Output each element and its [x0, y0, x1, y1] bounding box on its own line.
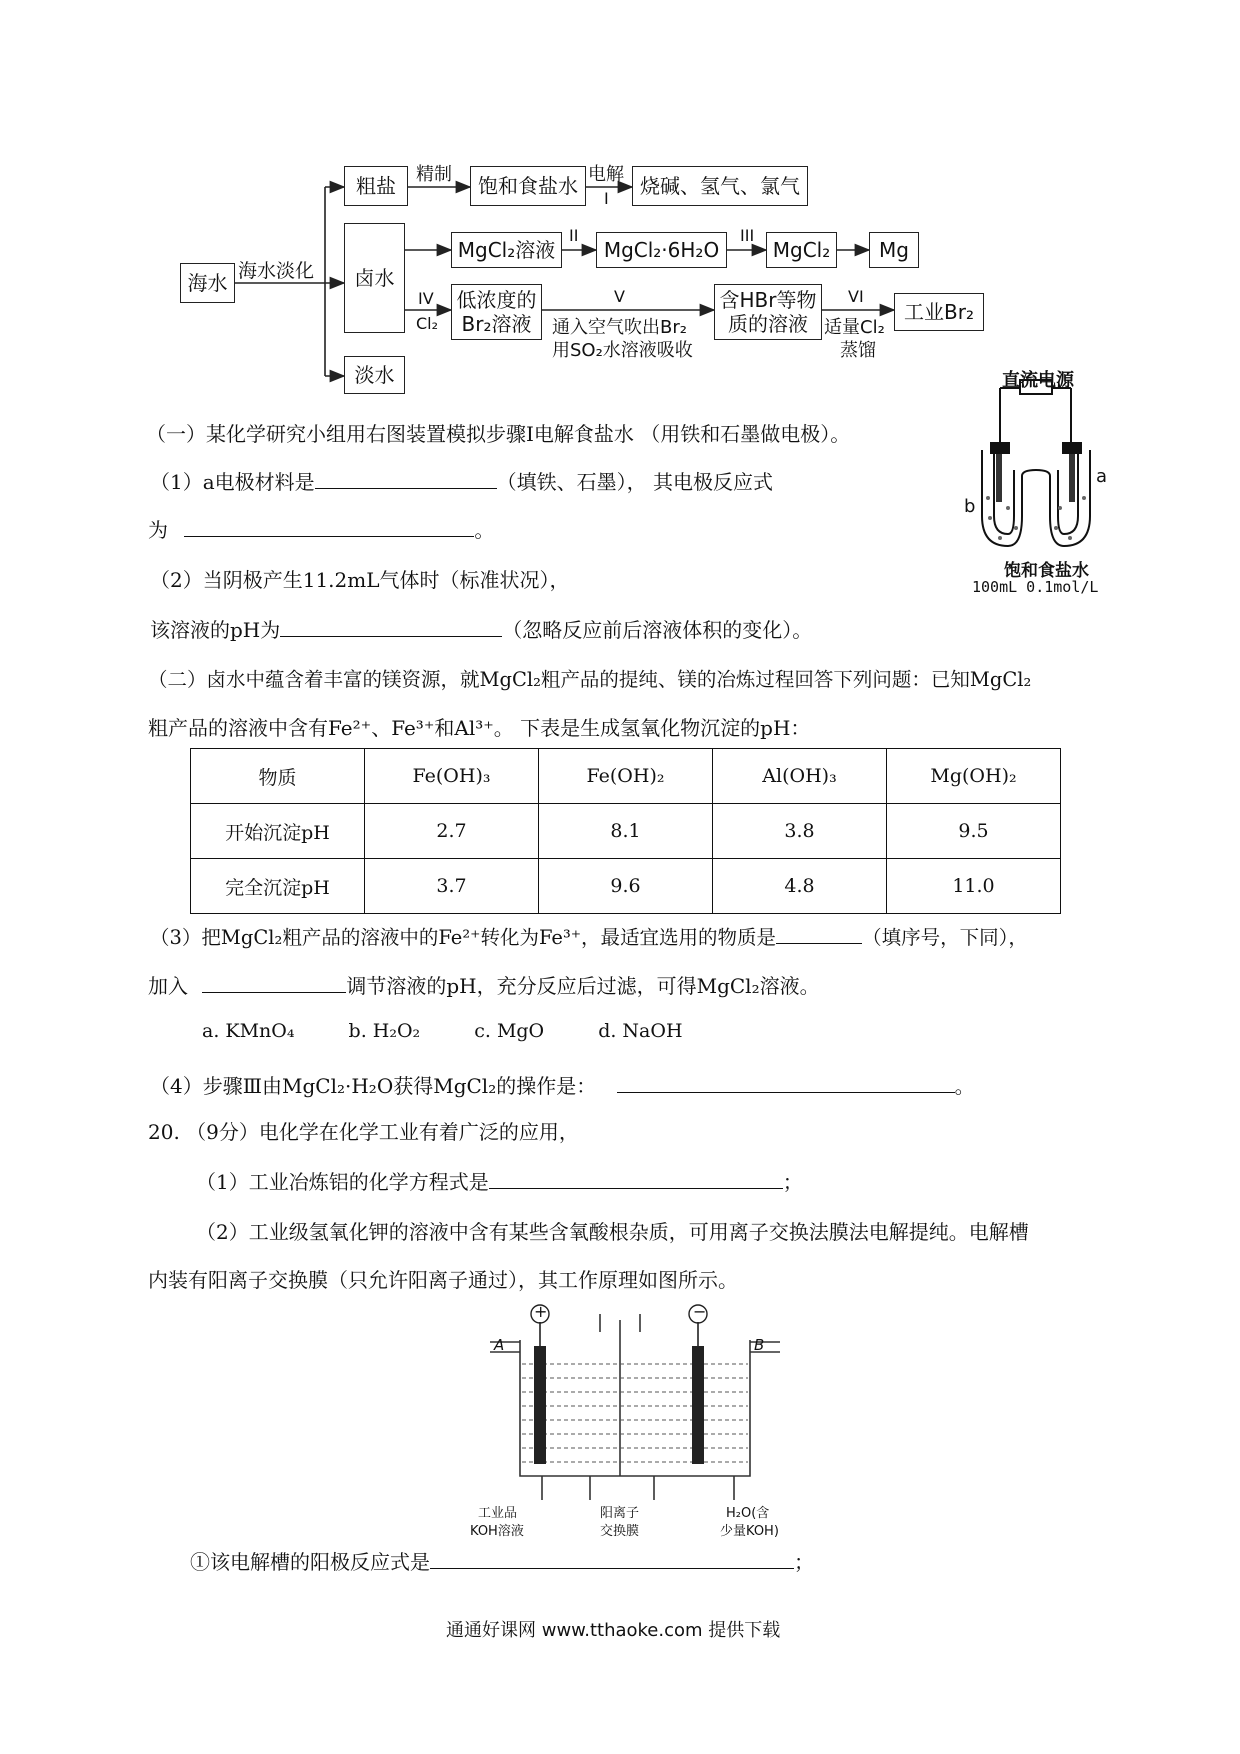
footer-credit: 通通好课网 www.tthaoke.com 提供下载 — [446, 1620, 781, 1641]
q3-blank-oxidant[interactable] — [776, 925, 862, 944]
conc-label: 100mL 0.1mol/L — [972, 578, 1099, 596]
q3-line — [150, 922, 1028, 950]
q1-text-b: （填铁、石墨）， 其电极反应式 — [496, 470, 774, 494]
table-row — [191, 859, 1061, 914]
q2-line — [150, 614, 812, 643]
table-header-cell: 物质 — [191, 749, 365, 804]
precipitation-ph-table — [190, 748, 1061, 914]
industrial-br2-box: 工业Br₂ — [894, 293, 984, 331]
brine-box: 卤水 — [344, 223, 405, 333]
u-tube-drawing — [960, 368, 1120, 558]
membrane-1: 阳离子 — [600, 1506, 640, 1521]
saturated-brine-box: 饱和食盐水 — [470, 166, 586, 206]
cl2-label: Cl₂ — [416, 314, 439, 333]
q20-2-text-b: 内装有阳离子交换膜（只允许阳离子通过），其工作原理如图所示。 — [148, 1268, 738, 1292]
table-header-cell: Al(OH)₃ — [713, 749, 887, 804]
q4-line — [150, 1070, 975, 1099]
membrane-2: 交换膜 — [600, 1524, 640, 1539]
q20-sub1-line — [190, 1546, 814, 1575]
table-row — [191, 804, 1061, 859]
q3-text-d: 调节溶液的pH，充分反应后过滤，可得MgCl₂溶液。 — [346, 974, 820, 998]
q1-end: 。 — [474, 518, 495, 542]
desalination-label: 海水淡化 — [238, 260, 315, 282]
q3-text-c: 加入 — [148, 974, 188, 998]
step-2-label: II — [569, 226, 579, 245]
table-header-cell: Fe(OH)₂ — [539, 749, 713, 804]
products-box: 烧碱、氢气、氯气 — [632, 166, 808, 206]
mgcl2-solution-box: MgCl₂溶液 — [451, 232, 562, 268]
table-cell: 3.7 — [365, 859, 539, 914]
q1-text-a: （1）a电极材料是 — [150, 470, 315, 494]
q2-blank-ph[interactable] — [280, 618, 502, 637]
mgcl2-hydrate-box: MgCl₂·6H₂O — [596, 232, 727, 268]
q1-blank-reaction[interactable] — [184, 518, 474, 537]
table-cell: 9.5 — [887, 804, 1061, 859]
table-cell: 9.6 — [539, 859, 713, 914]
q1-line — [150, 466, 773, 495]
electrode-b-label: b — [964, 496, 976, 517]
step-6-desc2: 蒸馏 — [840, 340, 876, 361]
step-6-label: VI — [848, 287, 864, 306]
q20-title: 20. （9分）电化学在化学工业有着广泛的应用， — [148, 1120, 579, 1144]
q2-text-a: （2）当阴极产生11.2mL气体时（标准状况）， — [150, 568, 570, 592]
q1-text-c: 为 — [148, 518, 168, 542]
step-4-label: IV — [418, 289, 434, 308]
table-cell: 11.0 — [887, 859, 1061, 914]
q1-line-2 — [148, 514, 494, 543]
koh-cell-drawing — [470, 1300, 790, 1520]
step-1-label: I — [604, 189, 609, 208]
crude-salt-box: 粗盐 — [344, 166, 408, 206]
plus-sign: + — [534, 1302, 548, 1321]
q2-text-c: （忽略反应前后溶液体积的变化）。 — [502, 618, 813, 642]
left-inlet-1: 工业品 — [478, 1506, 518, 1521]
q2-text-b: 该溶液的pH为 — [150, 618, 281, 642]
option-a: a. KMnO₄ — [202, 1020, 295, 1042]
q4-end: 。 — [954, 1074, 975, 1098]
step-6-desc1: 适量Cl₂ — [824, 317, 885, 338]
q20-sub1-end: ； — [794, 1550, 814, 1574]
option-d: d. NaOH — [598, 1020, 683, 1042]
q20-1-blank[interactable] — [489, 1170, 783, 1189]
step-5-desc2: 用SO₂水溶液吸收 — [552, 340, 693, 361]
step-5-label: V — [614, 287, 625, 306]
right-inlet-1: H₂O(含 — [726, 1506, 770, 1521]
table-header-row — [191, 749, 1061, 804]
q20-1-line — [196, 1166, 803, 1195]
step-5-desc1: 通入空气吹出Br₂ — [552, 317, 687, 338]
option-c: c. MgO — [474, 1020, 545, 1042]
fresh-water-box: 淡水 — [344, 356, 405, 394]
mgcl2-box: MgCl₂ — [766, 232, 837, 268]
q20-sub1-text: ①该电解槽的阳极反应式是 — [190, 1550, 430, 1574]
minus-sign: − — [693, 1302, 707, 1321]
power-label: 直流电源 — [1002, 370, 1074, 391]
part2-intro-2: 粗产品的溶液中含有Fe²⁺、Fe³⁺和Al³⁺。 下表是生成氢氧化物沉淀的pH： — [148, 716, 811, 740]
part1-intro: （一）某化学研究小组用右图装置模拟步骤Ⅰ电解食盐水 （用铁和石墨做电极）。 — [146, 422, 851, 446]
q20-2-text-a: （2）工业级氢氧化钾的溶液中含有某些含氧酸根杂质，可用离子交换法膜法电解提纯。电解槽 — [196, 1220, 1029, 1244]
table-header-cell: Fe(OH)₃ — [365, 749, 539, 804]
table-cell: 2.7 — [365, 804, 539, 859]
label-a: A — [494, 1336, 505, 1354]
q3-text-a: （3）把MgCl₂粗产品的溶液中的Fe²⁺转化为Fe³⁺，最适宜选用的物质是 — [150, 926, 777, 949]
table-cell: 4.8 — [713, 859, 887, 914]
option-b: b. H₂O₂ — [348, 1020, 421, 1042]
q4-text-a: （4）步骤Ⅲ由MgCl₂·H₂O获得MgCl₂的操作是： — [150, 1074, 597, 1098]
q3-text-b: （填序号，下同）， — [862, 926, 1028, 949]
q3-options — [202, 1020, 683, 1042]
table-cell: 开始沉淀pH — [191, 804, 365, 859]
step-3-label: III — [740, 226, 755, 245]
q3-line-2 — [148, 970, 820, 999]
table-cell: 3.8 — [713, 804, 887, 859]
q20-1-text: （1）工业冶炼铝的化学方程式是 — [196, 1170, 489, 1194]
electrolysis-label: 电解 — [588, 164, 624, 185]
mg-box: Mg — [869, 232, 919, 268]
table-cell: 8.1 — [539, 804, 713, 859]
part2-intro-1: （二）卤水中蕴含着丰富的镁资源，就MgCl₂粗产品的提纯、镁的冶炼过程回答下列问题：已知MgCl₂ — [148, 668, 1032, 691]
q20-1-end: ； — [782, 1170, 803, 1194]
left-inlet-2: KOH溶液 — [470, 1524, 524, 1539]
label-b: B — [754, 1336, 765, 1354]
q4-blank-operation[interactable] — [617, 1074, 955, 1093]
table-header-cell: Mg(OH)₂ — [887, 749, 1061, 804]
q1-blank-material[interactable] — [315, 470, 497, 489]
brine-label: 饱和食盐水 — [1004, 561, 1089, 581]
electrode-a-label: a — [1096, 466, 1108, 487]
table-cell: 完全沉淀pH — [191, 859, 365, 914]
q3-blank-ph-adjuster[interactable] — [202, 974, 346, 993]
seawater-box: 海水 — [180, 263, 235, 303]
hbr-solution-box: 含HBr等物质的溶液 — [714, 284, 822, 340]
refine-label: 精制 — [416, 164, 452, 185]
q20-sub1-blank[interactable] — [430, 1550, 794, 1569]
low-br2-box: 低浓度的Br₂溶液 — [451, 284, 542, 340]
right-inlet-2: 少量KOH) — [720, 1524, 779, 1539]
